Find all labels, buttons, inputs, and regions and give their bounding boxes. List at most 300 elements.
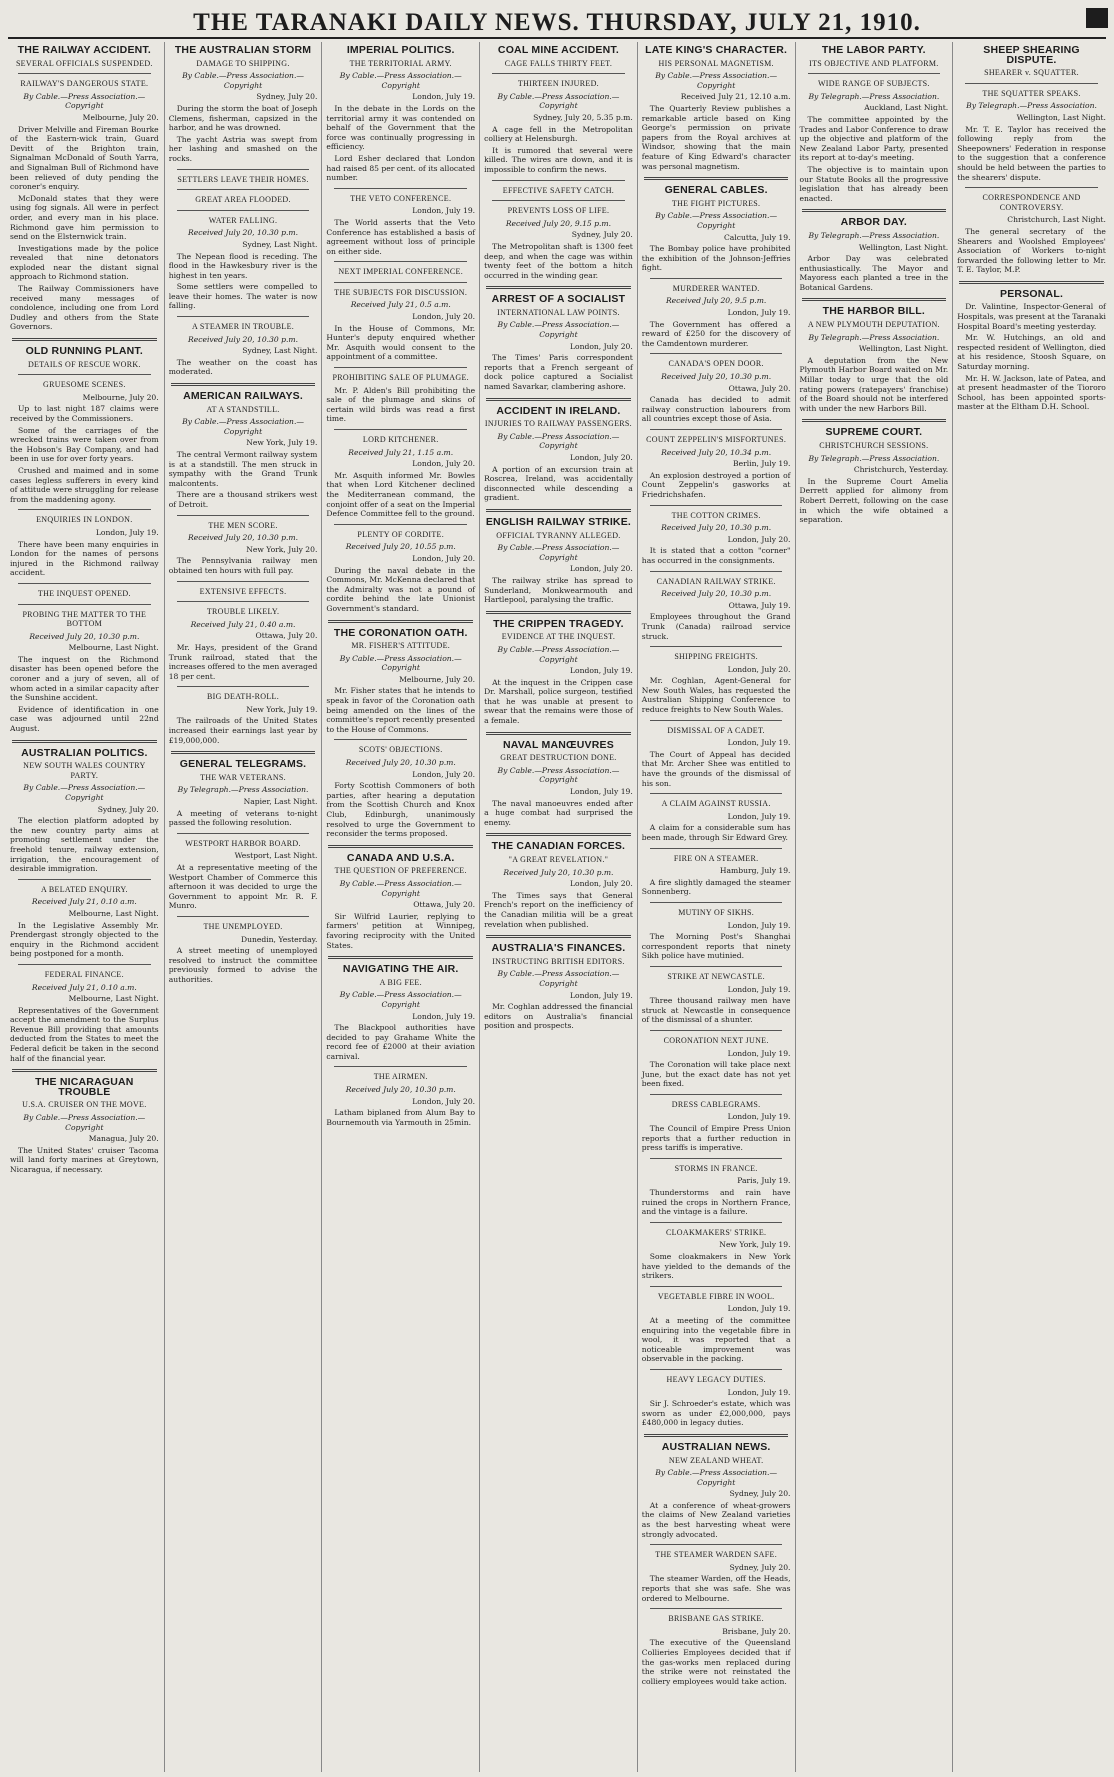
article-paragraph: Up to last night 187 claims were received by the Commissioners. — [10, 404, 159, 423]
dateline: Received July 20, 10.30 p.m. — [29, 631, 140, 641]
article-paragraph: The Times' Paris correspondent reports that a French sergeant of dock police captured a Socialist named Savarkar, clambering ashore. — [484, 353, 633, 392]
place-date: London, July 20. — [569, 879, 633, 889]
article — [326, 956, 475, 1061]
article-paragraph: The election platform adopted by the new country party aims at promoting settlement under the freehold tenure, railway extension, irrigation, the encouragement of desirable immigration. — [10, 816, 159, 874]
place-date: Brisbane, July 20. — [722, 1626, 791, 1636]
article — [484, 611, 633, 726]
article-headline: THE LABOR PARTY. — [821, 44, 926, 56]
article-paragraph: The Council of Empire Press Union reports that a further reduction in press tariffs is imperative. — [641, 1124, 791, 1153]
section-divider — [334, 739, 467, 740]
place-date: Melbourne, July 20. — [82, 112, 159, 122]
section-divider — [177, 316, 310, 317]
place-date: London, July 20. — [727, 664, 791, 674]
article-subheading: NEW ZEALAND WHEAT. — [668, 1455, 764, 1465]
article-subheading: EVIDENCE AT THE INQUEST. — [501, 632, 616, 642]
section-divider — [18, 509, 151, 510]
article-headline: NAVAL MANŒUVRES — [502, 738, 614, 751]
article-divider — [12, 338, 157, 341]
article — [642, 1544, 791, 1603]
place-date: Christchurch, Last Night. — [1007, 215, 1106, 225]
section-divider — [334, 261, 467, 262]
article-paragraph: The yacht Astria was swept from her lashing and smashed on the rocks. — [168, 134, 318, 163]
article-subheading: GREAT DESTRUCTION DONE. — [500, 753, 617, 763]
place-date: London, July 20. — [569, 564, 633, 574]
article-paragraph: Arbor Day was celebrated enthusiastically. The Mayor and Mayoress each planted a tree in the Botanical Gardens. — [799, 254, 949, 292]
article-divider — [328, 845, 473, 848]
article-paragraph: A portion of an excursion train at Roscrea, Ireland, was accidentally disconnected while descending a gradient. — [484, 464, 633, 503]
article-subheading: THE TERRITORIAL ARMY. — [349, 58, 452, 68]
section-divider — [177, 169, 310, 170]
article-headline: AUSTRALIAN POLITICS. — [21, 746, 148, 759]
article-paragraph: Lord Esher declared that London had raised 85 per cent. of its allocated number. — [326, 153, 476, 183]
article — [642, 1158, 791, 1217]
subheading-divider — [18, 73, 151, 74]
article-divider — [486, 611, 631, 614]
article-paragraph: Canada has decided to admit railway construction labourers from all countries except those of Asia. — [641, 395, 791, 424]
article-divider — [486, 509, 631, 512]
article-subheading: PLENTY OF CORDITE. — [357, 529, 445, 539]
article-subheading: THE SUBJECTS FOR DISCUSSION. — [334, 287, 468, 297]
article-subheading: A BELATED ENQUIRY. — [40, 884, 128, 894]
section-divider — [650, 1286, 783, 1287]
article-headline: ARREST OF A SOCIALIST — [491, 293, 626, 306]
article-paragraph: Mr. Hays, president of the Grand Trunk railroad, stated that the increases offered to the men averaged 18 per cent. — [168, 642, 318, 681]
place-date: London, July 19. — [727, 920, 791, 930]
article-subheading: A STEAMER IN TROUBLE. — [191, 322, 295, 332]
section-divider — [650, 902, 783, 903]
dateline: By Telegraph.—Press Association. — [808, 332, 940, 342]
article-paragraph: The railway strike has spread to Sunderland, Monkwearmouth and Hartlepool, paralysing the traffic. — [484, 575, 633, 605]
article-headline: OLD RUNNING PLANT. — [25, 345, 144, 358]
article — [169, 316, 318, 377]
article-subheading: THE SQUATTER SPEAKS. — [982, 88, 1081, 98]
article — [326, 367, 475, 424]
article-subheading: GRUESOME SCENES. — [43, 380, 126, 390]
article — [484, 286, 633, 391]
place-date: Ottawa, July 20. — [728, 383, 791, 393]
place-date: Sydney, July 20. — [571, 230, 633, 240]
article-paragraph: The Pennsylvania railway men obtained ten hours with full pay. — [168, 556, 318, 575]
place-date: London, July 19. — [727, 984, 791, 994]
article-paragraph: At a meeting of the committee enquiring into the vegetable fibre in wool, it was reported that a noticeable improvement was observable in the packing. — [641, 1315, 791, 1364]
article-paragraph: The Coronation will take place next June, but the exact date has not yet been fixed. — [641, 1060, 791, 1089]
article-paragraph: A cage fell in the Metropolitan colliery at Helensburgh. — [484, 124, 633, 144]
article-subheading: HIS PERSONAL MAGNETISM. — [658, 58, 774, 68]
place-date: Melbourne, Last Night. — [68, 994, 159, 1004]
article-paragraph: Investigations made by the police revealed that nine detonators exploded near the distant signal approach to Richmond station. — [10, 243, 159, 282]
article-paragraph: In the debate in the Lords on the territorial army it was contended on behalf of the Government that the force was continually progressing in efficiency. — [326, 103, 476, 152]
article-paragraph: It is stated that a cotton "corner" has occurred in the consignments. — [641, 546, 791, 565]
article-subheading: HEAVY LEGACY DUTIES. — [666, 1374, 766, 1384]
article-subheading: NEXT IMPERIAL CONFERENCE. — [338, 267, 464, 277]
place-date: Wellington, Last Night. — [1016, 112, 1106, 122]
place-date: Melbourne, Last Night. — [68, 643, 159, 653]
article-paragraph: The Metropolitan shaft is 1300 feet deep, and when the cage was within twenty feet of the bottom a hitch occurred in the winding gear. — [484, 241, 633, 280]
article — [800, 419, 949, 524]
article-subheading: EXTENSIVE EFFECTS. — [199, 586, 287, 596]
dateline: Received July 20, 9.15 p.m. — [505, 218, 612, 228]
article-paragraph: In the Legislative Assembly Mr. Prendergast strongly objected to the enquiry in the Richmond accident being postponed for a month. — [10, 920, 159, 959]
article-subheading: DISMISSAL OF A CADET. — [667, 725, 765, 735]
section-divider — [650, 720, 783, 721]
section-divider — [18, 879, 151, 880]
subheading-divider — [492, 200, 625, 201]
article-headline: GENERAL TELEGRAMS. — [179, 758, 307, 771]
place-date: London, July 19. — [95, 527, 159, 537]
article-headline: THE CRIPPEN TRAGEDY. — [493, 617, 624, 630]
section-divider — [492, 180, 625, 181]
article-paragraph: At the inquest in the Crippen case Dr. Marshall, police surgeon, testified that he was unable at present to swear that the remains were those of a female. — [484, 677, 633, 726]
article-paragraph: Three thousand railway men have struck at Newcastle in consequence of the dismissal of a shunter. — [641, 996, 791, 1025]
article-paragraph: A fire slightly damaged the steamer Sonnenberg. — [641, 877, 791, 897]
article — [484, 732, 633, 828]
subheading-divider — [808, 73, 941, 74]
article — [10, 509, 159, 578]
article-divider — [959, 281, 1104, 284]
article-headline: NAVIGATING THE AIR. — [342, 963, 459, 976]
article-subheading: "A GREAT REVELATION." — [508, 855, 609, 864]
article-subheading: MURDERER WANTED. — [672, 283, 760, 293]
article-subheading: GREAT AREA FLOODED. — [195, 195, 291, 205]
article — [484, 833, 633, 929]
article-paragraph: The Blackpool authorities have decided to pay Grahame White the record fee of £2000 at their aviation carnival. — [326, 1023, 476, 1061]
article-headline: ARBOR DAY. — [840, 216, 908, 229]
article-paragraph: There are a thousand strikers west of Detroit. — [168, 490, 318, 509]
section-divider — [965, 187, 1098, 188]
article-headline: THE RAILWAY ACCIDENT. — [17, 44, 151, 56]
place-date: London, July 19. — [569, 666, 633, 676]
article-subheading: INTERNATIONAL LAW POINTS. — [497, 307, 620, 317]
article-paragraph: McDonald states that they were using fog signals. All were in perfect order, and every man in his place. Richmond gave him permission to send on the Elsternwick train. — [10, 193, 159, 242]
article-divider — [12, 1069, 157, 1072]
article — [642, 902, 791, 961]
article-paragraph: In the House of Commons, Mr. Hunter's deputy enquired whether Mr. Asquith would consent to the appointment of a committee. — [326, 323, 476, 362]
article — [642, 1286, 791, 1364]
article — [642, 1222, 791, 1281]
article — [484, 180, 633, 281]
article-paragraph: The central Vermont railway system is at a standstill. The men struck in sympathy with the Grand Trunk malcontents. — [168, 450, 318, 488]
article — [484, 46, 633, 175]
article-paragraph: Some of the carriages of the wrecked trains were taken over from the Hobson's Bay Company, and had been in use for over forty years. — [10, 425, 159, 464]
article — [10, 338, 159, 504]
place-date: Sydney, July 20. — [97, 804, 159, 814]
article-paragraph: The steamer Warden, off the Heads, reports that she was safe. She was ordered to Melbourne. — [641, 1574, 791, 1603]
place-date: London, July 19. — [412, 92, 476, 102]
article — [642, 720, 791, 789]
article-headline: COAL MINE ACCIDENT. — [497, 44, 619, 56]
place-date: Wellington, Last Night. — [858, 344, 949, 354]
article-headline: LATE KING'S CHARACTER. — [645, 44, 788, 56]
article-paragraph: Representatives of the Government accept the amendment to the Surplus Revenue Bill providing that amounts deducted from the States to meet the Federal deficit be taken in the second half of the financial year. — [10, 1005, 159, 1063]
article-subheading: OFFICIAL TYRANNY ALLEGED. — [496, 530, 621, 540]
dateline: By Cable.—Press Association.—Copyright — [339, 878, 462, 898]
article-subheading: BIG DEATH-ROLL. — [207, 692, 280, 702]
article-subheading: WATER FALLING. — [208, 215, 278, 225]
dateline: By Cable.—Press Association.—Copyright — [339, 990, 462, 1009]
article-paragraph: The Bombay police have prohibited the exhibition of the Johnson-Jeffries fight. — [641, 244, 791, 273]
article-headline: PERSONAL. — [1000, 287, 1064, 300]
article-divider — [486, 935, 631, 938]
article-paragraph: The World asserts that the Veto Conference has established a basis of agreement without loss of principle on either side. — [326, 217, 476, 256]
dateline: By Cable.—Press Association.—Copyright — [497, 644, 620, 664]
dateline: By Telegraph.—Press Association. — [808, 453, 940, 463]
article-subheading: ITS OBJECTIVE AND PLATFORM. — [809, 58, 939, 68]
article — [10, 879, 159, 959]
article-subheading: INJURIES TO RAILWAY PASSENGERS. — [484, 419, 632, 429]
article — [642, 1030, 791, 1089]
article-subheading: LORD KITCHENER. — [362, 435, 439, 444]
dateline: By Cable.—Press Association.—Copyright — [655, 1468, 778, 1487]
article-subheading: THE STEAMER WARDEN SAFE. — [655, 1550, 777, 1560]
dateline: Received July 21, 1.15 a.m. — [348, 447, 454, 457]
place-date: London, July 20. — [412, 312, 476, 322]
article — [642, 1369, 791, 1428]
article-subheading: WESTPORT HARBOR BOARD. — [185, 838, 301, 848]
article-paragraph: Mr. Coghlan, Agent-General for New South Wales, has requested the Australian Shipping Conference to reduce freights to New South Wales. — [641, 676, 791, 715]
article-paragraph: The Morning Post's Shanghai correspondent reports that ninety Sikh police have mutinied. — [641, 932, 791, 961]
section-divider — [650, 1369, 783, 1370]
article — [326, 261, 475, 362]
article — [10, 46, 159, 332]
article-divider — [486, 732, 631, 735]
dateline: Received July 20, 10.30 p.m. — [345, 1085, 456, 1095]
place-date: Sydney, July 20. — [729, 1562, 791, 1572]
subheading-divider — [177, 210, 310, 211]
dateline: Received July 20, 10.30 p.m. — [661, 589, 772, 599]
article — [800, 298, 949, 413]
article-subheading: A BIG FEE. — [379, 977, 422, 987]
article-headline: THE CANADIAN FORCES. — [491, 840, 626, 853]
article-subheading: THE WAR VETERANS. — [200, 772, 286, 782]
article-paragraph: Dr. Valintine, Inspector-General of Hospitals, was present at the Taranaki Hospital Board's meeting yesterday. — [957, 302, 1106, 331]
place-date: Received July 21, 12.10 a.m. — [680, 92, 791, 102]
article-paragraph: The weather on the coast has moderated. — [168, 357, 318, 377]
article — [642, 793, 791, 842]
dateline: Received July 20, 10.30 p.m. — [188, 533, 299, 543]
place-date: Hamburg, July 19. — [719, 866, 791, 876]
dateline: By Telegraph.—Press Association. — [177, 785, 309, 795]
place-date: London, July 19. — [569, 787, 633, 797]
section-divider — [650, 353, 783, 354]
dateline: Received July 21, 0.10 a.m. — [31, 982, 137, 992]
place-date: London, July 20. — [412, 553, 476, 563]
section-divider — [650, 429, 783, 430]
article — [326, 188, 475, 257]
article-subheading: A NEW PLYMOUTH DEPUTATION. — [807, 320, 940, 330]
newspaper-title: THE TARANAKI DAILY NEWS. THURSDAY, JULY 21, 1910. — [193, 9, 921, 36]
article-headline: ACCIDENT IN IRELAND. — [496, 404, 621, 417]
place-date: Christchurch, Yesterday. — [853, 465, 949, 475]
article-subheading: VEGETABLE FIBRE IN WOOL. — [657, 1291, 775, 1301]
article-paragraph: A street meeting of unemployed resolved to instruct the committee previously formed to advise the authorities. — [168, 946, 318, 984]
article-paragraph: Sir J. Schroeder's estate, which was sworn as under £2,000,000, pays £480,000 in legacy duties. — [641, 1399, 791, 1428]
section-divider — [334, 429, 467, 430]
place-date: New York, July 20. — [246, 544, 318, 554]
masthead-rule — [8, 37, 1106, 39]
article-divider — [328, 956, 473, 959]
masthead — [0, 0, 1114, 38]
place-date: Paris, July 19. — [737, 1176, 791, 1186]
dateline: By Cable.—Press Association.—Copyright — [182, 417, 304, 436]
article-headline: ENGLISH RAILWAY STRIKE. — [485, 515, 632, 528]
article — [957, 281, 1106, 412]
article — [169, 169, 318, 312]
newspaper-column — [164, 42, 322, 1772]
article — [10, 740, 159, 874]
place-date: London, July 19. — [727, 811, 791, 821]
article-headline: THE HARBOR BILL. — [822, 305, 926, 318]
article-subheading: COUNT ZEPPELIN'S MISFORTUNES. — [646, 435, 787, 444]
newspaper-column — [321, 42, 479, 1772]
article-divider — [802, 419, 947, 422]
article-paragraph: Employees throughout the Grand Trunk (Canada) railroad service struck. — [641, 612, 791, 641]
article-paragraph: Sir Wilfrid Laurier, replying to farmers' petition at Winnipeg, favoring reciprocity with the United States. — [326, 911, 476, 950]
article-subheading: THE INQUEST OPENED. — [37, 588, 131, 598]
dateline: By Cable.—Press Association.—Copyright — [497, 431, 620, 451]
article-headline: GENERAL CABLES. — [664, 184, 768, 197]
article — [169, 751, 318, 828]
dateline: Received July 20, 9.5 p.m. — [665, 296, 767, 306]
newspaper-column — [6, 42, 163, 1772]
place-date: Dunedin, Yesterday. — [241, 934, 318, 944]
article-subheading: SCOTS' OBJECTIONS. — [358, 745, 443, 755]
section-divider — [650, 1222, 783, 1223]
article-subheading: SHEARER v. SQUATTER. — [984, 68, 1079, 78]
article-paragraph: The Times says that General French's report on the inefficiency of the Canadian militia will be a great revelation when published. — [484, 890, 633, 929]
article-paragraph: The executive of the Queensland Collieries Employees decided that if the gas-works men replaced during the strike were not reinstated the colliery employees would take action. — [641, 1638, 791, 1686]
article-subheading: THE VETO CONFERENCE. — [350, 193, 452, 203]
dateline: Received July 21, 0.40 a.m. — [190, 619, 296, 629]
section-divider — [18, 583, 151, 584]
article — [169, 46, 318, 164]
place-date: London, July 20. — [569, 453, 633, 462]
article — [326, 845, 475, 950]
article — [642, 966, 791, 1025]
article-paragraph: The general secretary of the Shearers and Woolshed Employees' Association of Workers to-night forwarded the following letter to Mr. T. E. Taylor, M.P. — [957, 226, 1106, 275]
dateline: Received July 20, 10.55 p.m. — [345, 542, 456, 552]
article — [642, 278, 791, 349]
article-paragraph: In the Supreme Court Amelia Derrett applied for alimony from Robert Derrett, following on the case in which the wife obtained a separation. — [799, 476, 949, 525]
article — [169, 383, 318, 510]
section-divider — [650, 505, 783, 506]
place-date: London, July 19. — [727, 308, 791, 318]
section-divider — [650, 1030, 783, 1031]
dateline: By Cable.—Press Association.—Copyright — [497, 91, 620, 111]
place-date: London, July 19. — [727, 738, 791, 748]
article-subheading: PREVENTS LOSS OF LIFE. — [507, 206, 610, 216]
article-subheading: THE FIGHT PICTURES. — [671, 198, 761, 208]
article-subheading: A CLAIM AGAINST RUSSIA. — [661, 799, 771, 809]
section-divider — [650, 848, 783, 849]
place-date: London, July 19. — [727, 1304, 791, 1314]
article-divider — [486, 833, 631, 836]
article-subheading: SETTLERS LEAVE THEIR HOMES. — [177, 174, 309, 184]
article-subheading: CLOAKMAKERS' STRIKE. — [665, 1227, 767, 1237]
article-paragraph: Crushed and maimed and in some cases legless sufferers in every kind of attitude were struggling for release from the maddening agony. — [10, 465, 159, 504]
article-divider — [644, 1434, 789, 1437]
place-date: Calcutta, July 19. — [723, 232, 791, 242]
place-date: London, July 19. — [727, 1112, 791, 1122]
article-subheading: THE MEN SCORE. — [208, 520, 278, 530]
article — [642, 177, 791, 273]
place-date: London, July 19. — [727, 1387, 791, 1397]
article-paragraph: Some cloakmakers in New York have yielded to the demands of the strikers. — [641, 1252, 791, 1281]
article-paragraph: The objective is to maintain upon our Statute Books all the progressive legislation that has already been enacted. — [799, 164, 949, 203]
place-date: Sydney, Last Night. — [242, 239, 318, 249]
article — [957, 187, 1106, 275]
article-subheading: THE COTTON CRIMES. — [671, 510, 761, 520]
dateline: By Cable.—Press Association.—Copyright — [339, 653, 462, 673]
article-subheading: TROUBLE LIKELY. — [206, 607, 280, 617]
article-paragraph: The railroads of the United States increased their earnings last year by £19,000,000. — [168, 716, 318, 745]
place-date: London, July 19. — [412, 1011, 476, 1021]
place-date: Auckland, Last Night. — [864, 103, 949, 113]
article-paragraph: A meeting of veterans to-night passed the following resolution. — [168, 808, 318, 828]
article-paragraph: The Railway Commissioners have received many messages of condolence, including one from Lord Dudley and others from the State Governors. — [10, 284, 159, 332]
place-date: Sydney, Last Night. — [242, 346, 318, 356]
article — [957, 46, 1106, 182]
article-subheading: SHIPPING FREIGHTS. — [674, 652, 758, 662]
article-headline: SUPREME COURT. — [825, 426, 923, 439]
article — [10, 1069, 159, 1174]
article — [326, 46, 475, 183]
section-divider — [334, 367, 467, 368]
article-subheading: BRISBANE GAS STRIKE. — [668, 1614, 764, 1624]
dateline: By Telegraph.—Press Association. — [966, 101, 1097, 111]
dateline: By Cable.—Press Association.—Copyright — [655, 71, 778, 90]
dateline: Received July 20, 10.30 p.m. — [661, 372, 772, 382]
article-subheading: CHRISTCHURCH SESSIONS. — [819, 441, 929, 450]
article-paragraph: The Quarterly Review publishes a remarkable article based on King George's permission on private papers from the Royal archives at Windsor, showing that the main feature of King Edward's character was personal magnetism. — [641, 103, 791, 171]
page-corner-mark — [1086, 8, 1108, 28]
place-date: Berlin, July 19. — [733, 459, 791, 469]
subheading-divider — [177, 189, 310, 190]
article-divider — [171, 751, 316, 754]
section-divider — [650, 278, 783, 279]
article-paragraph: It is rumored that several were killed. The wires are down, and it is impossible to confirm the news. — [484, 145, 633, 174]
article — [642, 848, 791, 897]
article-divider — [328, 620, 473, 623]
article-paragraph: The United States' cruiser Tacoma will land forty marines at Greytown, Nicaragua, if necessary. — [10, 1145, 159, 1174]
article — [642, 1094, 791, 1153]
article-paragraph: Mr. Asquith informed Mr. Bowles that when Lord Kitchener declined the Mediterranean command, the conjoint offer of a seat on the Imperial Defence Committee fell to the ground. — [326, 470, 476, 519]
article-divider — [12, 740, 157, 743]
article — [169, 686, 318, 745]
article — [484, 935, 633, 1031]
article-subheading: THIRTEEN INJURED. — [517, 79, 599, 89]
place-date: Wellington, Last Night. — [858, 242, 949, 252]
article — [326, 739, 475, 838]
place-date: London, July 19. — [727, 1048, 791, 1058]
article — [10, 583, 159, 734]
article-paragraph: An explosion destroyed a portion of Count Zeppelin's gasworks at Friedrichshafen. — [641, 470, 791, 499]
article-headline: SHEEP SHEARING DISPUTE. — [983, 44, 1080, 66]
article-paragraph: The inquest on the Richmond disaster has been opened before the coroner and a jury of seven, all of whom acted in a similar capacity after the Sunshine accident. — [10, 654, 159, 703]
place-date: Westport, Last Night. — [234, 851, 318, 861]
place-date: London, July 19. — [569, 990, 633, 1000]
article-subheading: SEVERAL OFFICIALS SUSPENDED. — [15, 58, 153, 68]
newspaper-column — [637, 42, 795, 1772]
section-divider — [177, 515, 310, 516]
article-headline: AUSTRALIAN NEWS. — [661, 1440, 771, 1453]
place-date: London, July 20. — [412, 769, 476, 779]
article — [800, 209, 949, 292]
section-divider — [334, 1066, 467, 1067]
article-paragraph: Some settlers were compelled to leave their homes. The water is now falling. — [168, 282, 318, 311]
place-date: Melbourne, July 20. — [399, 674, 476, 684]
article — [326, 429, 475, 519]
article-paragraph: Mr. T. E. Taylor has received the following reply from the Sheepowners' Federation in response to the suggestion that a conference should be held between the parties to the shearers' dispute. — [957, 124, 1106, 182]
